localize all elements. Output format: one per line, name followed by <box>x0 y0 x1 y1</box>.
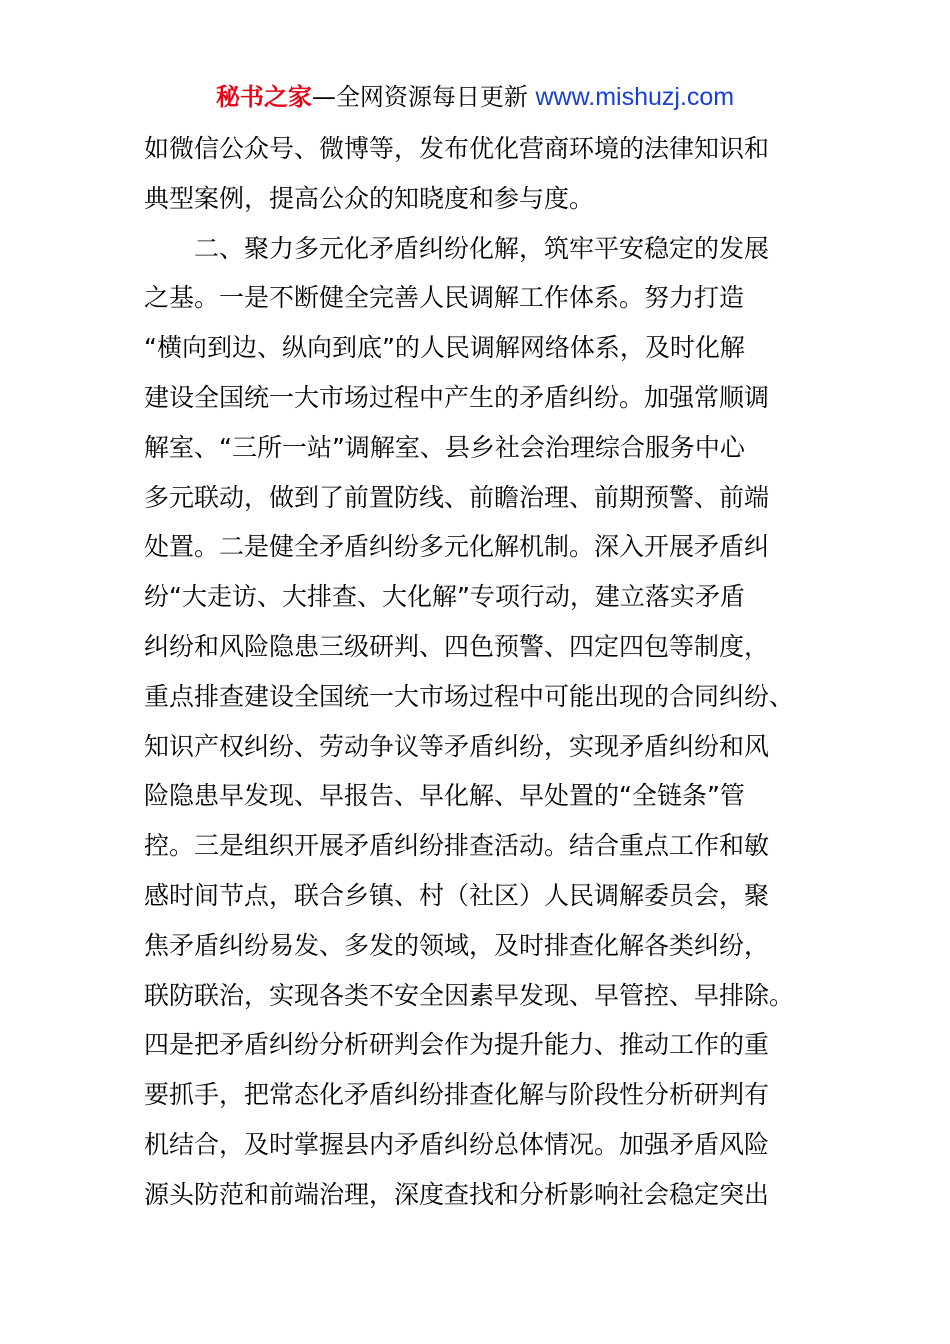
text-line: 源头防范和前端治理，深度查找和分析影响社会稳定突出 <box>144 1179 770 1209</box>
text-line: 之基。一是不断健全完善人民调解工作体系。努力打造 <box>144 283 745 313</box>
brand-name: 秘书之家 <box>215 83 312 111</box>
text-line: 重点排查建设全国统一大市场过程中可能出现的合同纠纷、 <box>144 681 795 711</box>
text-line: 联防联治，实现各类不安全因素早发现、早管控、早排除。 <box>144 980 795 1010</box>
text-line: 纠纷和风险隐患三级研判、四色预警、四定四包等制度， <box>144 631 770 661</box>
text-line: 知识产权纠纷、劳动争议等矛盾纠纷，实现矛盾纠纷和风 <box>144 731 770 761</box>
text-line: 纷“大走访、大排查、大化解”专项行动，建立落实矛盾 <box>144 582 745 612</box>
text-line: 解室、“三所一站”调解室、县乡社会治理综合服务中心 <box>144 432 745 462</box>
header-tagline: —全网资源每日更新 <box>311 83 536 111</box>
site-url-link[interactable]: www.mishuzj.com <box>535 83 735 111</box>
text-line: 险隐患早发现、早报告、早化解、早处置的“全链条”管 <box>144 781 745 811</box>
text-line: 如微信公众号、微博等，发布优化营商环境的法律知识和 <box>144 134 770 163</box>
text-line: 二、聚力多元化矛盾纠纷化解，筑牢平安稳定的发展 <box>144 233 770 263</box>
text-line: 典型案例，提高公众的知晓度和参与度。 <box>144 183 595 213</box>
text-line: “横向到边、纵向到底”的人民调解网络体系，及时化解 <box>144 333 745 363</box>
text-line: 焦矛盾纠纷易发、多发的领域，及时排查化解各类纠纷， <box>144 930 770 960</box>
document-body <box>144 124 804 1220</box>
page-header <box>0 80 950 114</box>
text-line: 控。三是组织开展矛盾纠纷排查活动。结合重点工作和敏 <box>144 831 770 861</box>
text-line: 建设全国统一大市场过程中产生的矛盾纠纷。加强常顺调 <box>144 382 770 412</box>
text-line: 多元联动，做到了前置防线、前瞻治理、前期预警、前端 <box>144 482 770 512</box>
text-line: 感时间节点，联合乡镇、村（社区）人民调解委员会，聚 <box>144 880 770 910</box>
text-line: 机结合，及时掌握县内矛盾纠纷总体情况。加强矛盾风险 <box>144 1129 770 1159</box>
text-line: 处置。二是健全矛盾纠纷多元化解机制。深入开展矛盾纠 <box>144 532 770 562</box>
text-line: 要抓手，把常态化矛盾纠纷排查化解与阶段性分析研判有 <box>144 1080 770 1110</box>
text-line: 四是把矛盾纠纷分析研判会作为提升能力、推动工作的重 <box>144 1030 770 1060</box>
